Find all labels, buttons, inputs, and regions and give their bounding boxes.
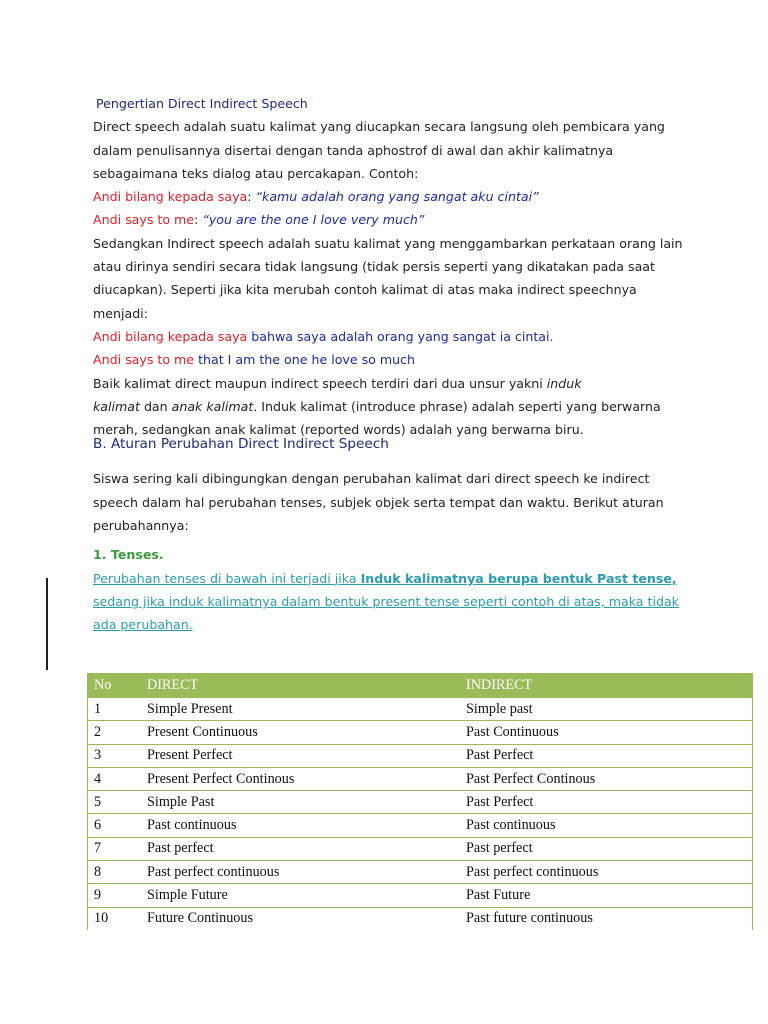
table-row xyxy=(88,721,753,744)
separator: : xyxy=(247,189,256,205)
paragraph-line xyxy=(93,372,693,395)
cell-indirect: Past perfect xyxy=(460,837,753,860)
reporting-clause: Andi bilang kepada saya xyxy=(93,328,248,344)
paragraph-line: Direct speech adalah suatu kalimat yang diucapkan secara langsung oleh pembicara yang xyxy=(93,119,665,135)
cell-direct: Simple Past xyxy=(141,791,460,814)
note-line: sedang jika induk kalimatnya dalam bentuk present tense seperti contoh di atas, maka tidak xyxy=(93,593,679,609)
cell-no: 10 xyxy=(88,907,142,930)
cell-indirect: Past Perfect xyxy=(460,791,753,814)
note-line: ada perubahan. xyxy=(93,617,193,633)
paragraph-line: Siswa sering kali dibingungkan dengan perubahan kalimat dari direct speech ke indirect xyxy=(93,471,650,487)
note-line xyxy=(93,567,693,590)
reported-words: bahwa saya adalah orang yang sangat ia cintai. xyxy=(247,328,554,344)
header-no: No xyxy=(88,673,142,698)
paragraph-line: Sedangkan Indirect speech adalah suatu kalimat yang menggambarkan perkataan orang lain xyxy=(93,235,683,251)
cell-indirect: Past Perfect Continous xyxy=(460,767,753,790)
cell-direct: Present Perfect xyxy=(141,744,460,767)
reporting-clause: Andi says to me xyxy=(93,352,195,368)
example-indirect-en xyxy=(93,348,693,371)
cell-direct: Present Continuous xyxy=(141,721,460,744)
reported-words: that I am the one he love so much xyxy=(194,352,416,368)
table-row xyxy=(88,814,753,837)
cell-direct: Past perfect xyxy=(141,837,460,860)
cell-indirect: Past perfect continuous xyxy=(460,861,753,884)
paragraph-line xyxy=(93,395,693,418)
table-row xyxy=(88,767,753,790)
cell-indirect: Past Future xyxy=(460,884,753,907)
paragraph-line: speech dalam hal perubahan tenses, subjek objek serta tempat dan waktu. Berikut aturan xyxy=(93,494,664,510)
cell-indirect: Past future continuous xyxy=(460,907,753,930)
text-run: . Induk kalimat (introduce phrase) adalah seperti yang berwarna xyxy=(253,398,661,414)
term-italic: induk xyxy=(546,375,582,391)
table-row xyxy=(88,907,753,930)
reporting-clause: Andi says to me xyxy=(93,212,195,228)
text-run-bold: Induk kalimatnya berupa bentuk Past tense, xyxy=(360,570,677,586)
example-direct-id xyxy=(93,185,693,208)
cell-no: 9 xyxy=(88,884,142,907)
reported-words: “you are the one I love very much” xyxy=(202,212,425,228)
cell-indirect: Past Continuous xyxy=(460,721,753,744)
example-indirect-id xyxy=(93,325,693,348)
cell-no: 7 xyxy=(88,837,142,860)
table-row xyxy=(88,698,753,721)
term-italic: anak kalimat xyxy=(171,398,254,414)
header-indirect: INDIRECT xyxy=(460,673,753,698)
cell-no: 5 xyxy=(88,791,142,814)
cell-no: 2 xyxy=(88,721,142,744)
cell-no: 3 xyxy=(88,744,142,767)
table-row xyxy=(88,791,753,814)
paragraph-line: menjadi: xyxy=(93,305,148,321)
text-run: Baik kalimat direct maupun indirect speech terdiri dari dua unsur yakni xyxy=(93,375,547,391)
document-body xyxy=(93,92,693,637)
margin-change-bar xyxy=(46,578,48,670)
table-header-row xyxy=(88,673,753,698)
table-row xyxy=(88,837,753,860)
cell-direct: Past perfect continuous xyxy=(141,861,460,884)
cell-direct: Future Continuous xyxy=(147,910,254,927)
paragraph-line: perubahannya: xyxy=(93,518,189,534)
section-a-title: Pengertian Direct Indirect Speech xyxy=(96,96,308,111)
example-direct-en xyxy=(93,208,693,231)
reporting-clause: Andi bilang kepada saya xyxy=(93,189,248,205)
cell-direct: Simple Future xyxy=(141,884,460,907)
header-direct: DIRECT xyxy=(141,673,460,698)
paragraph-line: diucapkan). Seperti jika kita merubah contoh kalimat di atas maka indirect speechnya xyxy=(93,282,637,298)
tenses-table xyxy=(87,673,753,930)
subsection-title: 1. Tenses. xyxy=(93,547,164,563)
paragraph-line: merah, sedangkan anak kalimat (reported words) adalah yang berwarna biru. xyxy=(93,422,584,438)
reported-words: “kamu adalah orang yang sangat aku cintai” xyxy=(255,189,539,205)
cell-no: 8 xyxy=(88,861,142,884)
cell-no: 4 xyxy=(88,767,142,790)
cell-no: 1 xyxy=(88,698,142,721)
term-italic: kalimat xyxy=(93,398,140,414)
cell-indirect: Past Perfect xyxy=(460,744,753,767)
cell-direct: Simple Present xyxy=(141,698,460,721)
text-run: Perubahan tenses di bawah ini terjadi jika xyxy=(93,570,361,586)
table-row xyxy=(88,744,753,767)
paragraph-line: sebagaimana teks dialog atau percakapan. Contoh: xyxy=(93,165,419,181)
cell-indirect: Simple past xyxy=(460,698,753,721)
paragraph-line: atau dirinya sendiri secara tidak langsung (tidak persis seperti yang dikatakan pada saat xyxy=(93,259,655,275)
table-row xyxy=(88,861,753,884)
separator: : xyxy=(194,212,203,228)
text-run: dan xyxy=(139,398,172,414)
cell-direct: Present Perfect Continous xyxy=(141,767,460,790)
cell-direct: Past continuous xyxy=(141,814,460,837)
cell-no: 6 xyxy=(88,814,142,837)
table-row xyxy=(88,884,753,907)
section-b-title: B. Aturan Perubahan Direct Indirect Speech xyxy=(93,436,389,453)
cell-indirect: Past continuous xyxy=(460,814,753,837)
paragraph-line: dalam penulisannya disertai dengan tanda aphostrof di awal dan akhir kalimatnya xyxy=(93,142,614,158)
